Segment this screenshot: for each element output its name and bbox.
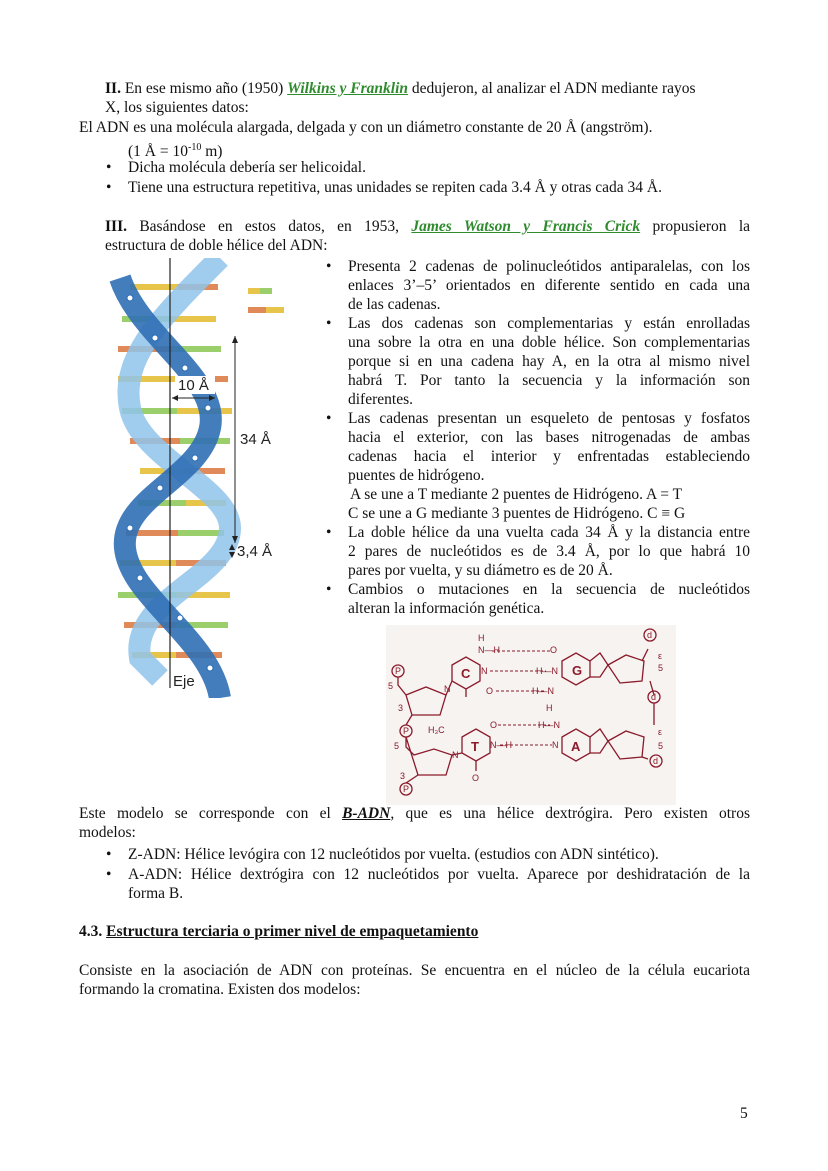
- atom-nh-top: N—H: [478, 645, 500, 655]
- bullet-line: Las cadenas presentan un esqueleto de pentosas y fosfatos: [348, 410, 750, 427]
- atom-n-a: N: [552, 740, 559, 750]
- label-34A: 34 Å: [240, 431, 271, 448]
- section3-line2: estructura de doble hélice del ADN:: [105, 237, 328, 254]
- section2-line3: El ADN es una molécula alargada, delgada y con un diámetro constante de 20 Å (angström).: [79, 119, 653, 136]
- section2-pre: En ese mismo año (1950): [124, 80, 284, 97]
- bullet-line: Cambios o mutaciones en la secuencia de nucleótidos: [348, 581, 750, 598]
- bullet-line: cadenas hacia el interior y enfrentadas estableciendo: [348, 448, 750, 465]
- closing-paragraph: [79, 961, 750, 999]
- section3-line1: [105, 217, 750, 236]
- sugar-top-right: d: [647, 630, 653, 640]
- unit-exponent: -10: [187, 142, 202, 153]
- legend-swatch: [248, 288, 272, 294]
- section3-names: James Watson y Francis Crick: [411, 218, 641, 235]
- model-line2: modelos:: [79, 824, 136, 841]
- atom-hn-g: H—N: [536, 666, 558, 676]
- atom-n-t-ring: N: [452, 750, 459, 760]
- dna-helix-diagram: [100, 258, 310, 698]
- closing-line: Consiste en la asociación de ADN con proteínas. Se encuentra en el núcleo de la célula eucariota: [79, 962, 750, 979]
- section2-line2: X, los siguientes datos:: [105, 99, 249, 116]
- pair-rule-at: A se une a T mediante 2 puentes de Hidrógeno. A = T: [350, 486, 683, 503]
- pair-rule-cg: C se une a G mediante 3 puentes de Hidrógeno. C ≡ G: [348, 505, 686, 522]
- atom-o-c: O: [486, 686, 494, 696]
- bullet-line: pares por vuelta, y su diámetro es de 20 Å.: [348, 562, 613, 579]
- unit-text: (1 Å = 10: [128, 143, 188, 161]
- section3-pre: Basándose en estos datos, en 1953,: [139, 218, 400, 235]
- model-bullet-a: • A-ADN: Hélice dextrógira con 12 nucleótidos por vuelta. Aparece por deshidratación de la forma B.: [106, 866, 750, 902]
- phosphate-bottom: P: [403, 784, 410, 794]
- bullet-line: de las cadenas.: [348, 296, 441, 313]
- phosphate-mid: P: [403, 726, 410, 736]
- bullet-line: enlaces 3’–5’ orientados en diferente sentido en cada una: [348, 277, 750, 294]
- section3-num: III.: [105, 218, 127, 235]
- base-t: T: [471, 739, 479, 754]
- page-number: 5: [740, 1105, 748, 1122]
- atom-hn-a: H—N: [538, 720, 560, 730]
- model-pre: Este modelo se corresponde con el: [79, 805, 331, 822]
- atom-n-c-ring: N: [444, 684, 451, 694]
- c5-label-bottom: 5: [394, 741, 400, 751]
- bullet-line: hacia el exterior, con las bases nitrogenadas de ambas: [348, 429, 750, 446]
- section2-line1: [105, 79, 750, 98]
- atom-h-mid: H: [546, 703, 553, 713]
- bullet-line: porque si en una cadena hay A, en la otra al mismo nivel: [348, 353, 750, 370]
- atom-o-top: O: [550, 645, 558, 655]
- atom-o-t-bottom: O: [472, 773, 480, 783]
- section3-bullets: [326, 257, 750, 618]
- label-10A: 10 Å: [178, 377, 209, 394]
- base-g: G: [572, 663, 583, 678]
- bullet-item: • Las cadenas presentan un esqueleto de pentosas y fosfatos hacia el exterior, con las bases nitrogenadas de ambas cadenas hacia el interior y enfrentadas estableciendo puentes de hidrógeno. A se une a T mediante 2 puentes de Hidrógeno. A = T C se une a G mediante 3 puentes de Hidrógeno. C ≡ G: [326, 410, 750, 522]
- bullet-line: Presenta 2 cadenas de polinucleótidos antiparalelas, con los: [348, 258, 750, 275]
- c5-label-top: 5: [388, 681, 394, 691]
- bullet-line: habrá T. Por tanto la secuencia y la información son: [348, 372, 750, 389]
- bullet-item: • Cambios o mutaciones en la secuencia de nucleótidos alteran la información genética.: [326, 581, 750, 617]
- heading-number: 4.3.: [79, 923, 103, 940]
- section3-post: propusieron la: [652, 218, 751, 235]
- eps-top: ε: [658, 651, 663, 661]
- atom-nh-t: N—H: [490, 740, 512, 750]
- bullet-line: diferentes.: [348, 391, 413, 408]
- bullet-text: Z-ADN: Hélice levógira con 12 nucleótidos por vuelta. (estudios con ADN sintético).: [128, 846, 659, 863]
- atom-hn-g2: H—N: [532, 686, 554, 696]
- section2-num: II.: [105, 80, 121, 97]
- bullet-line: una sobre la otra en una doble hélice. Son complementarias: [348, 334, 750, 351]
- sugar-mid-right: d: [651, 692, 657, 702]
- atom-ch3: H₃C: [428, 725, 445, 735]
- model-term: B-ADN: [342, 805, 391, 822]
- closing-line: formando la cromatina. Existen dos modelos:: [79, 981, 361, 998]
- unit-text-end: m): [205, 143, 223, 161]
- base-c: C: [461, 666, 471, 681]
- eps-bottom: ε: [658, 727, 663, 737]
- atom-o-t: O: [490, 720, 498, 730]
- c3-label-bottom: 3: [400, 771, 406, 781]
- model-paragraph: [79, 804, 750, 823]
- bullet-line: puentes de hidrógeno.: [348, 467, 485, 484]
- bullet-text: Dicha molécula debería ser helicoidal.: [128, 159, 366, 176]
- phosphate-top: P: [395, 666, 402, 676]
- sugar-bottom-right: d: [653, 756, 659, 766]
- base-pair-chemistry-diagram: [386, 625, 676, 805]
- section-heading: [79, 922, 478, 941]
- model-post: , que es una hélice dextrógira. Pero existen otros: [390, 805, 751, 822]
- label-3-4A: 3,4 Å: [237, 543, 273, 560]
- sub5-bottom: 5: [658, 741, 664, 751]
- atom-n-c: N: [481, 666, 488, 676]
- atom-h-top: H: [478, 633, 485, 643]
- base-a: A: [571, 739, 581, 754]
- legend-swatch: [248, 307, 284, 313]
- heading-title: Estructura terciaria o primer nivel de empaquetamiento: [106, 923, 479, 940]
- c3-label-top: 3: [398, 703, 404, 713]
- bullet-line: A-ADN: Hélice dextrógira con 12 nucleótidos por vuelta. Aparece por deshidratación de la: [128, 866, 750, 883]
- bullet-line: La doble hélice da una vuelta cada 34 Å y la distancia entre: [348, 524, 750, 541]
- section2-post: dedujeron, al analizar el ADN mediante rayos: [411, 80, 696, 97]
- bullet-text: Tiene una estructura repetitiva, unas unidades se repiten cada 3.4 Å y otras cada 34 Å.: [128, 179, 663, 196]
- bullet-line: 2 pares de nucleótidos es de 3.4 Å, por lo que habrá 10: [348, 543, 750, 560]
- section2-names: Wilkins y Franklin: [287, 80, 409, 97]
- bullet-item: • La doble hélice da una vuelta cada 34 Å y la distancia entre 2 pares de nucleótidos es de 3.4 Å, por lo que habrá 10 pares por vuelta, y su diámetro es de 20 Å.: [326, 524, 750, 579]
- label-eje: Eje: [173, 673, 195, 690]
- bullet-line: Las dos cadenas son complementarias y están enrolladas: [348, 315, 750, 332]
- bullet-line: alteran la información genética.: [348, 600, 545, 617]
- bullet-item: • Presenta 2 cadenas de polinucleótidos antiparalelas, con los enlaces 3’–5’ orientados en diferente sentido en cada una de las cadenas.: [326, 258, 750, 313]
- sub5-top: 5: [658, 663, 664, 673]
- bullet-item: • Las dos cadenas son complementarias y están enrolladas una sobre la otra en una doble hélice. Son complementarias porque si en una cadena hay A, en la otra al mismo nivel habrá T. Por tanto la secuencia y la información son diferentes.: [326, 315, 750, 408]
- bullet-line: forma B.: [128, 885, 184, 902]
